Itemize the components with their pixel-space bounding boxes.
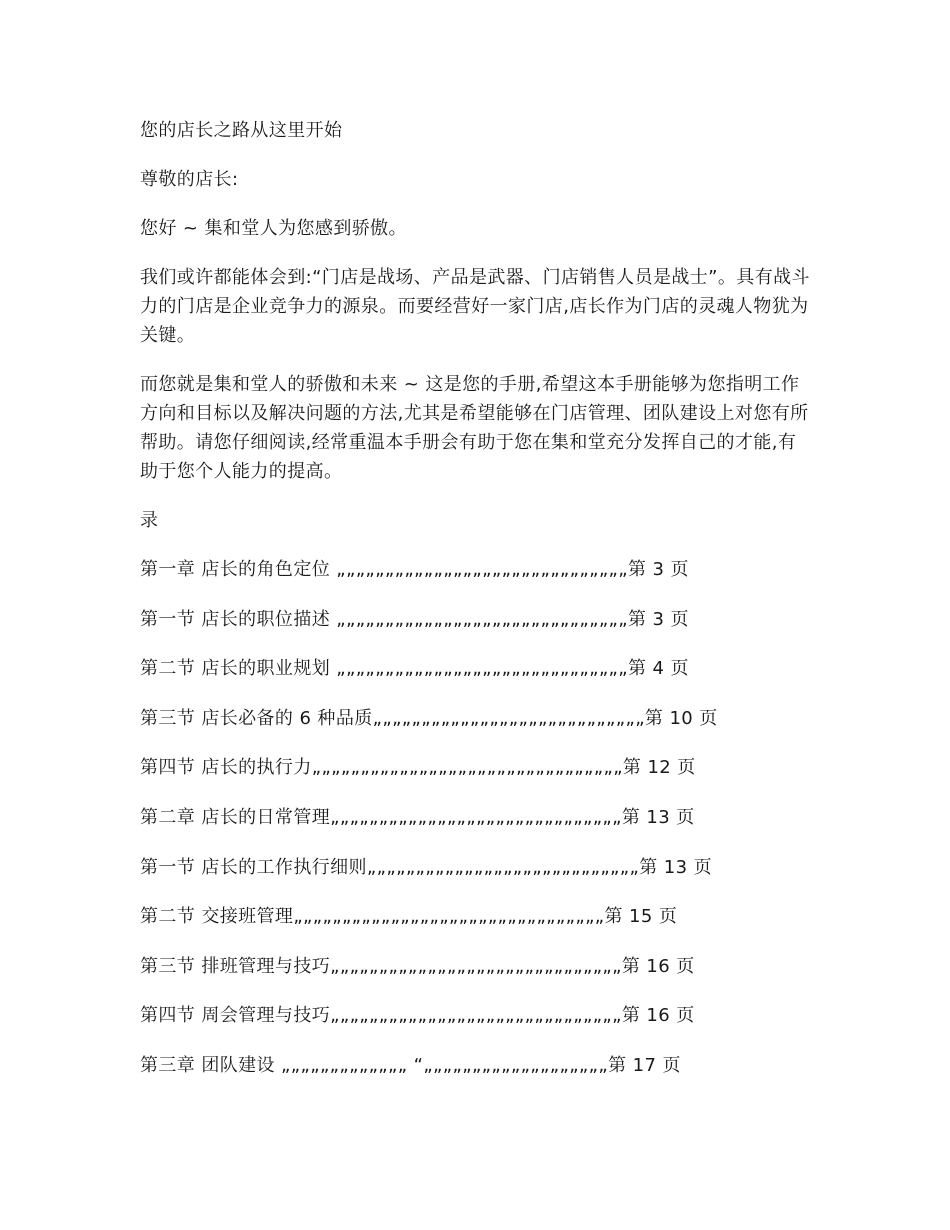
toc-entry: 第二章 店长的日常管理„„„„„„„„„„„„„„„„„„„„„„„„„„„„„„第 13 页 <box>140 806 695 828</box>
table-of-contents <box>140 555 812 1101</box>
intro-paragraph-2: 而您就是集和堂人的骄傲和未来 ~ 这是您的手册,希望这本手册能够为您指明工作方向和目标以及解决问题的方法,尤其是希望能够在门店管理、团队建设上对您有所帮助。请您仔细阅读,经常重温本手册会有助于您在集和堂充分发挥自己的才能,有助于您个人能力的提高。 <box>140 374 809 482</box>
toc-entry: 第一节 店长的工作执行细则„„„„„„„„„„„„„„„„„„„„„„„„„„„„第 13 页 <box>140 856 712 878</box>
toc-entry: 第二节 店长的职业规划 „„„„„„„„„„„„„„„„„„„„„„„„„„„„„„第 4 页 <box>140 658 689 680</box>
salutation: 尊敬的店长: <box>140 169 239 190</box>
toc-entry: 第一章 店长的角色定位 „„„„„„„„„„„„„„„„„„„„„„„„„„„„„„第 3 页 <box>140 559 689 580</box>
toc-entry: 第三章 团队建设 „„„„„„„„„„„„„ “„„„„„„„„„„„„„„„„„„„第 17 页 <box>140 1054 681 1076</box>
greeting: 您好 ~ 集和堂人为您感到骄傲。 <box>140 218 407 239</box>
intro-paragraph-1: 我们或许都能体会到:“门店是战场、产品是武器、门店销售人员是战士”。具有战斗力的门店是企业竞争力的源泉。而要经营好一家门店,店长作为门店的灵魂人物犹为关键。 <box>140 267 810 346</box>
toc-entry: 第一节 店长的职位描述 „„„„„„„„„„„„„„„„„„„„„„„„„„„„„„第 3 页 <box>140 608 689 630</box>
document-title: 您的店长之路从这里开始 <box>140 120 343 141</box>
toc-heading: 录 <box>140 510 159 531</box>
toc-entry: 第四节 店长的执行力„„„„„„„„„„„„„„„„„„„„„„„„„„„„„„„„第 12 页 <box>140 757 696 779</box>
toc-entry: 第二节 交接班管理„„„„„„„„„„„„„„„„„„„„„„„„„„„„„„„„第 15 页 <box>140 906 678 928</box>
document-body <box>140 116 812 1101</box>
toc-entry: 第三节 店长必备的 6 种品质„„„„„„„„„„„„„„„„„„„„„„„„„„„„第 10 页 <box>140 707 718 729</box>
toc-entry: 第四节 周会管理与技巧„„„„„„„„„„„„„„„„„„„„„„„„„„„„„„第 16 页 <box>140 1005 695 1027</box>
toc-entry: 第三节 排班管理与技巧„„„„„„„„„„„„„„„„„„„„„„„„„„„„„„第 16 页 <box>140 955 695 977</box>
